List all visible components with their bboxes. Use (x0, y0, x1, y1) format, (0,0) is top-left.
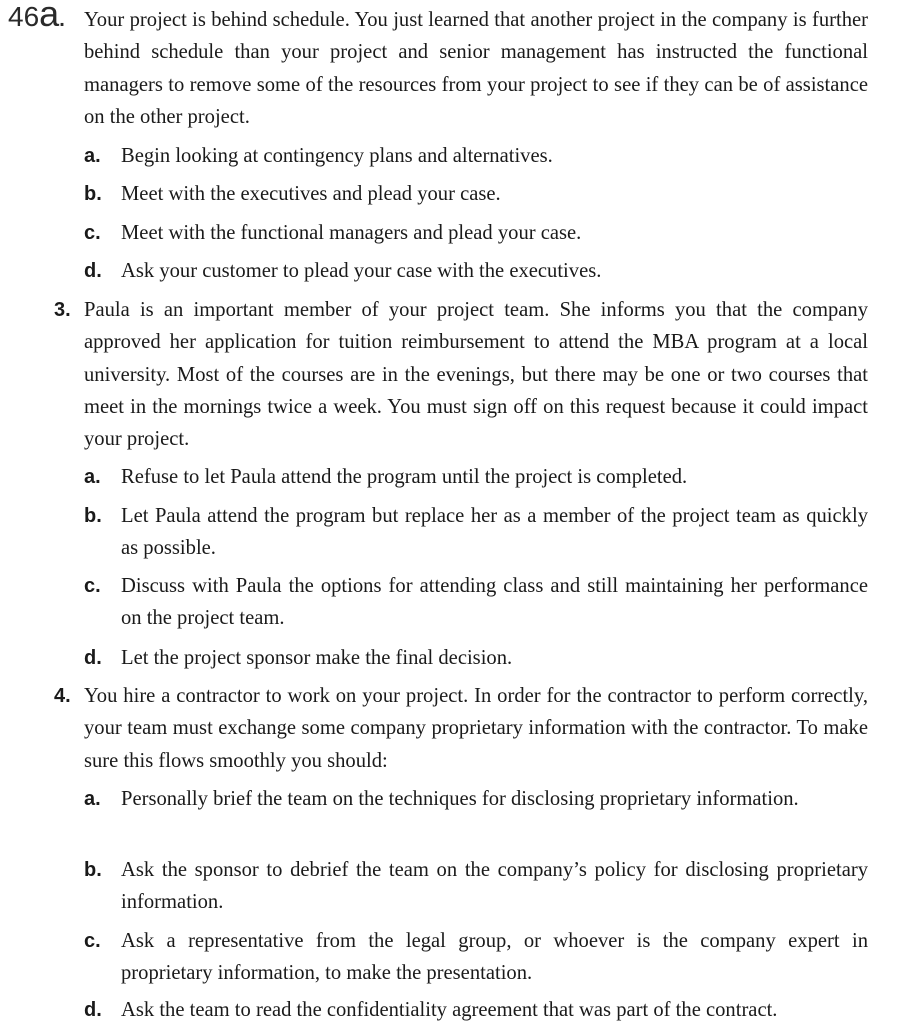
question-number-main: 46 (8, 1, 40, 32)
option-text: Ask the sponsor to debrief the team on the company’s policy for disclosing proprietary information. (121, 859, 868, 914)
option-text: Refuse to let Paula attend the program until the project is completed. (121, 466, 688, 488)
option-text: Personally brief the team on the techniques for disclosing proprietary information. (121, 788, 799, 810)
option-text: Ask your customer to plead your case with the executives. (121, 260, 602, 282)
option-text: Ask a representative from the legal group, or whoever is the company expert in proprietary information, to make the presentation. (121, 930, 868, 985)
option-text: Let the project sponsor make the final decision. (121, 647, 513, 669)
question-number-dot: . (59, 9, 65, 31)
option-text: Meet with the functional managers and plead your case. (121, 222, 582, 244)
option-text: Ask the team to read the confidentiality agreement that was part of the contract. (121, 999, 778, 1021)
option-letter: d. (84, 647, 102, 669)
option-letter: c. (84, 930, 101, 952)
question-number: 3. (54, 299, 71, 321)
option-letter: c. (84, 575, 101, 597)
option-letter: b. (84, 505, 102, 527)
option-letter: c. (84, 222, 101, 244)
question-text: Paula is an important member of your project team. She informs you that the company approved her application for tuition reimbursement to attend the MBA program at a local university. Most of the courses are in the evenings, but there may be one or two courses that meet in the mornings twice a week. You must sign off on this request because it could impact your project. (84, 299, 868, 451)
option-letter: d. (84, 999, 102, 1021)
question-number (8, 0, 65, 32)
question-text: You hire a contractor to work on your project. In order for the contractor to perform correctly, your team must exchange some company proprietary information with the contractor. To make sure this flows smoothly you should: (84, 685, 868, 772)
option-text: Discuss with Paula the options for attending class and still maintaining her performance on the project team. (121, 575, 868, 630)
option-letter: d. (84, 260, 102, 282)
option-letter: b. (84, 859, 102, 881)
question-number: 4. (54, 685, 71, 707)
option-letter: b. (84, 183, 102, 205)
question-number-suffix: a (39, 0, 60, 34)
option-text: Let Paula attend the program but replace her as a member of the project team as quickly as possible. (121, 505, 868, 560)
question-text: Your project is behind schedule. You just learned that another project in the company is further behind schedule than your project and senior management has instructed the functional managers to remove some of the resources from your project to see if they can be of assistance on the other project. (84, 9, 868, 128)
option-letter: a. (84, 466, 101, 488)
option-letter: a. (84, 788, 101, 810)
option-text: Begin looking at contingency plans and alternatives. (121, 145, 553, 167)
option-text: Meet with the executives and plead your case. (121, 183, 501, 205)
option-letter: a. (84, 145, 101, 167)
